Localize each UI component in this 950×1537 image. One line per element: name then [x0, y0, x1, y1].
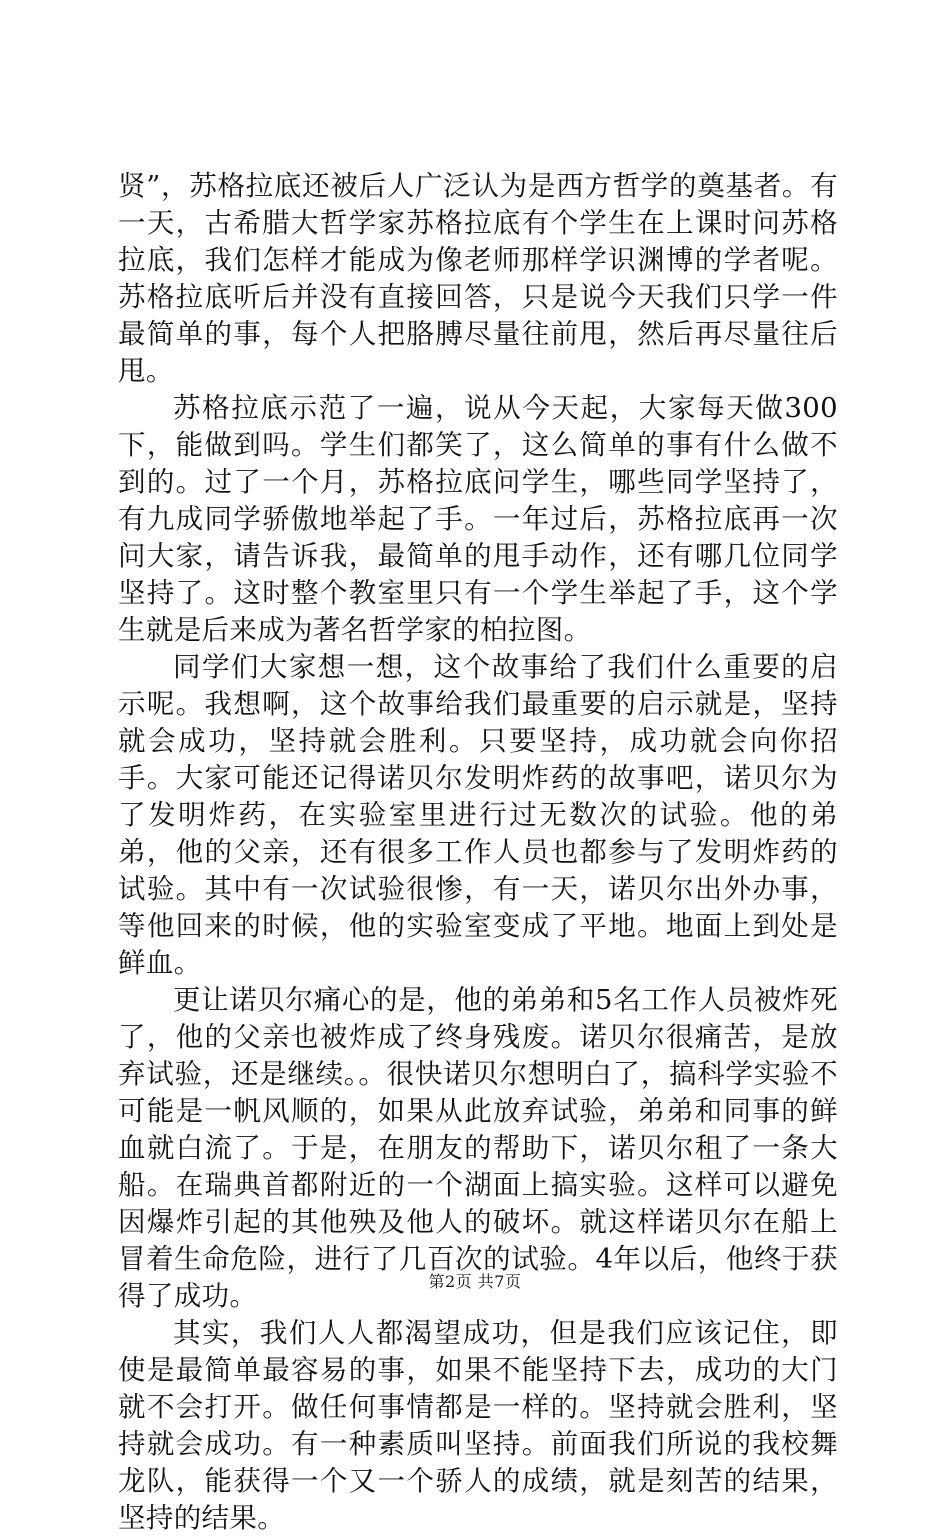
page-number-footer: 第2页 共7页: [428, 1272, 522, 1291]
paragraph-4: 更让诺贝尔痛心的是，他的弟弟和5名工作人员被炸死了，他的父亲也被炸成了终身残废。诺贝尔很痛苦，是放弃试验，还是继续。。很快诺贝尔想明白了，搞科学实验不可能是一帆风顺的，如果从此放弃试验，弟弟和同事的鲜血就白流了。于是，在朋友的帮助下，诺贝尔租了一条大船。在瑞典首都附近的一个湖面上搞实验。这样可以避免因爆炸引起的其他殃及他人的破坏。就这样诺贝尔在船上冒着生命危险，进行了几百次的试验。4年以后，他终于获得了成功。: [118, 984, 838, 1312]
paragraph-2: 苏格拉底示范了一遍，说从今天起，大家每天做300下，能做到吗。学生们都笑了，这么简单的事有什么做不到的。过了一个月，苏格拉底问学生，哪些同学坚持了，有九成同学骄傲地举起了手。一年过后，苏格拉底再一次问大家，请告诉我，最简单的甩手动作，还有哪几位同学坚持了。这时整个教室里只有一个学生举起了手，这个学生就是后来成为著名哲学家的柏拉图。: [118, 392, 838, 646]
paragraph-3: 同学们大家想一想，这个故事给了我们什么重要的启示呢。我想啊，这个故事给我们最重要的启示就是，坚持就会成功，坚持就会胜利。只要坚持，成功就会向你招手。大家可能还记得诺贝尔发明炸药的故事吧，诺贝尔为了发明炸药，在实验室里进行过无数次的试验。他的弟弟，他的父亲，还有很多工作人员也都参与了发明炸药的试验。其中有一次试验很惨，有一天，诺贝尔出外办事，等他回来的时候，他的实验室变成了平地。地面上到处是鲜血。: [118, 651, 838, 979]
document-body: [118, 168, 838, 1537]
paragraph-5: 其实，我们人人都渴望成功，但是我们应该记住，即使是最简单最容易的事，如果不能坚持下去，成功的大门就不会打开。做任何事情都是一样的。坚持就会胜利，坚持就会成功。有一种素质叫坚持。前面我们所说的我校舞龙队，能获得一个又一个骄人的成绩，就是刻苦的结果，坚持的结果。: [118, 1317, 838, 1534]
paragraph-1: 贤”，苏格拉底还被后人广泛认为是西方哲学的奠基者。有一天，古希腊大哲学家苏格拉底有个学生在上课时问苏格拉底，我们怎样才能成为像老师那样学识渊博的学者呢。苏格拉底听后并没有直接回答，只是说今天我们只学一件最简单的事，每个人把胳膊尽量往前甩，然后再尽量往后甩。: [118, 170, 838, 387]
